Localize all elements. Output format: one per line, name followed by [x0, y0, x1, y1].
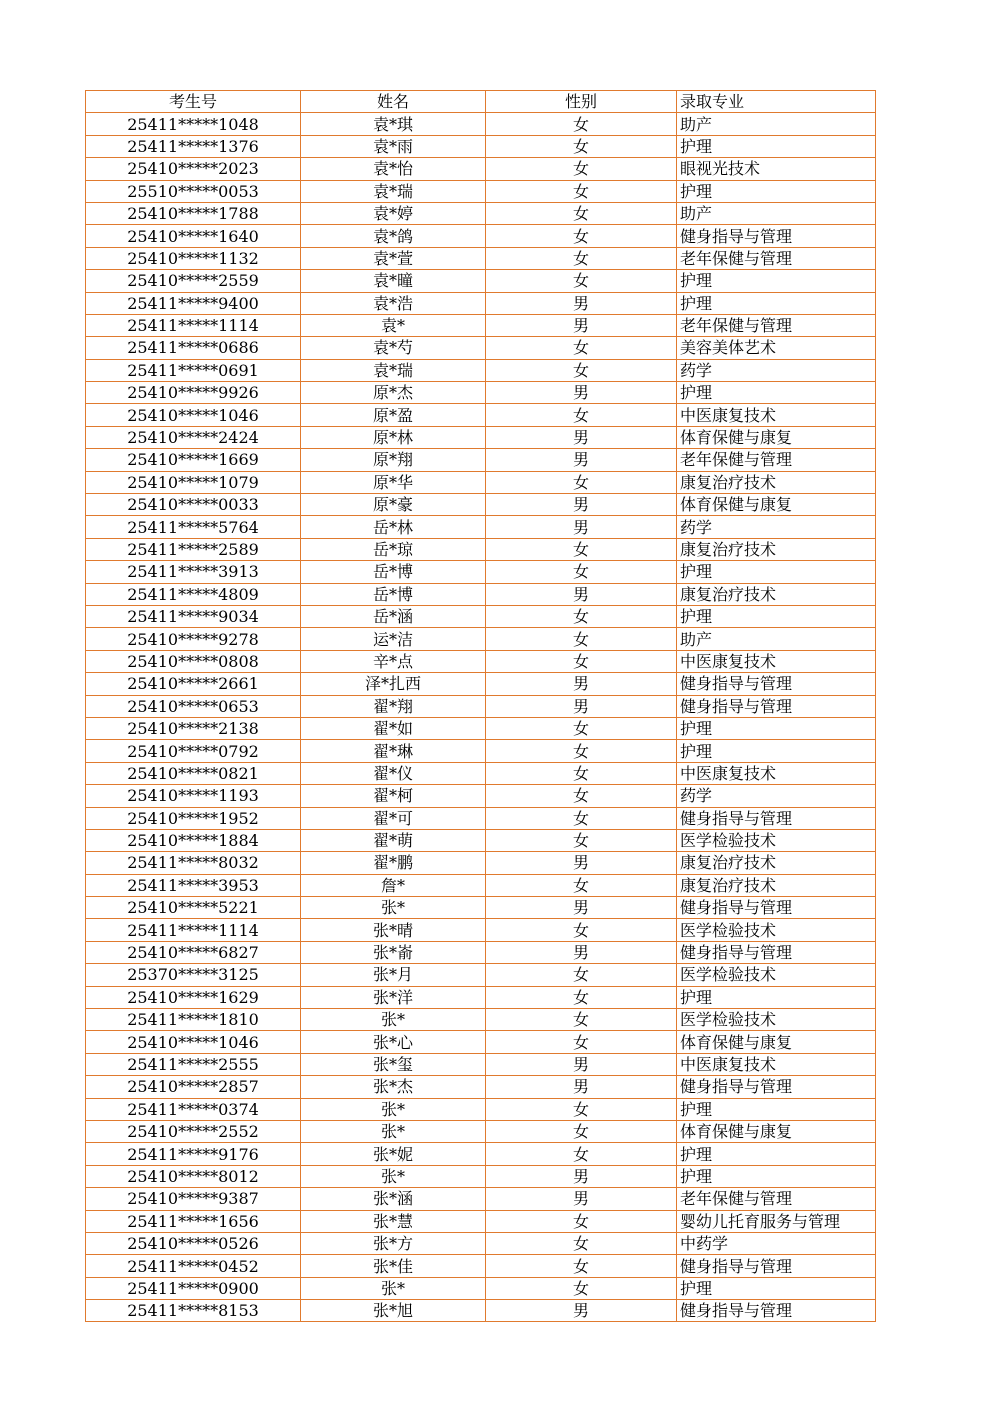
name-cell: 张*涵	[301, 1188, 486, 1210]
exam-number-cell: 25411*****2555	[86, 1053, 301, 1075]
gender-cell: 女	[486, 404, 677, 426]
name-cell: 翟*柯	[301, 785, 486, 807]
exam-number-cell: 25411*****0691	[86, 359, 301, 381]
table-row	[86, 1053, 876, 1075]
gender-cell: 女	[486, 337, 677, 359]
name-cell: 岳*涵	[301, 605, 486, 627]
gender-cell: 女	[486, 762, 677, 784]
exam-number-cell: 25410*****1629	[86, 986, 301, 1008]
name-cell: 张*洋	[301, 986, 486, 1008]
name-cell: 袁*曈	[301, 270, 486, 292]
exam-number-cell: 25410*****8012	[86, 1165, 301, 1187]
table-row	[86, 650, 876, 672]
name-cell: 原*林	[301, 426, 486, 448]
admission-table	[85, 90, 876, 1322]
table-row	[86, 1232, 876, 1254]
gender-cell: 女	[486, 1232, 677, 1254]
table-row	[86, 583, 876, 605]
major-cell: 护理	[677, 1143, 876, 1165]
exam-number-cell: 25410*****2023	[86, 158, 301, 180]
major-cell: 婴幼儿托育服务与管理	[677, 1210, 876, 1232]
major-cell: 医学检验技术	[677, 1009, 876, 1031]
gender-cell: 女	[486, 964, 677, 986]
gender-cell: 女	[486, 1031, 677, 1053]
major-cell: 健身指导与管理	[677, 1300, 876, 1322]
table-row	[86, 449, 876, 471]
major-cell: 护理	[677, 740, 876, 762]
major-cell: 康复治疗技术	[677, 874, 876, 896]
gender-cell: 男	[486, 449, 677, 471]
header-exam-number: 考生号	[86, 91, 301, 113]
table-row	[86, 292, 876, 314]
major-cell: 医学检验技术	[677, 964, 876, 986]
gender-cell: 女	[486, 1277, 677, 1299]
gender-cell: 男	[486, 382, 677, 404]
gender-cell: 男	[486, 941, 677, 963]
exam-number-cell: 25411*****3913	[86, 561, 301, 583]
table-row	[86, 1098, 876, 1120]
name-cell: 岳*博	[301, 561, 486, 583]
header-major: 录取专业	[677, 91, 876, 113]
gender-cell: 男	[486, 494, 677, 516]
name-cell: 袁*浩	[301, 292, 486, 314]
table-row	[86, 516, 876, 538]
name-cell: 张*慧	[301, 1210, 486, 1232]
table-row	[86, 135, 876, 157]
major-cell: 医学检验技术	[677, 919, 876, 941]
exam-number-cell: 25410*****1788	[86, 202, 301, 224]
exam-number-cell: 25411*****0374	[86, 1098, 301, 1120]
exam-number-cell: 25370*****3125	[86, 964, 301, 986]
table-row	[86, 852, 876, 874]
name-cell: 运*洁	[301, 628, 486, 650]
name-cell: 袁*芍	[301, 337, 486, 359]
gender-cell: 女	[486, 650, 677, 672]
exam-number-cell: 25410*****2857	[86, 1076, 301, 1098]
major-cell: 药学	[677, 359, 876, 381]
exam-number-cell: 25411*****1114	[86, 314, 301, 336]
exam-number-cell: 25411*****9400	[86, 292, 301, 314]
major-cell: 体育保健与康复	[677, 1120, 876, 1142]
name-cell: 张*晴	[301, 919, 486, 941]
major-cell: 康复治疗技术	[677, 471, 876, 493]
table-row	[86, 1255, 876, 1277]
gender-cell: 男	[486, 1188, 677, 1210]
gender-cell: 女	[486, 829, 677, 851]
table-row	[86, 202, 876, 224]
table-row	[86, 941, 876, 963]
gender-cell: 女	[486, 717, 677, 739]
name-cell: 泽*扎西	[301, 673, 486, 695]
name-cell: 翟*琳	[301, 740, 486, 762]
exam-number-cell: 25410*****2138	[86, 717, 301, 739]
name-cell: 张*玺	[301, 1053, 486, 1075]
major-cell: 中医康复技术	[677, 762, 876, 784]
exam-number-cell: 25410*****5221	[86, 897, 301, 919]
table-row	[86, 1277, 876, 1299]
table-row	[86, 897, 876, 919]
exam-number-cell: 25410*****0033	[86, 494, 301, 516]
gender-cell: 女	[486, 1210, 677, 1232]
name-cell: 张*方	[301, 1232, 486, 1254]
gender-cell: 男	[486, 314, 677, 336]
gender-cell: 女	[486, 135, 677, 157]
table-row	[86, 404, 876, 426]
exam-number-cell: 25411*****9034	[86, 605, 301, 627]
exam-number-cell: 25410*****1132	[86, 247, 301, 269]
name-cell: 张*佳	[301, 1255, 486, 1277]
table-row	[86, 382, 876, 404]
table-row	[86, 538, 876, 560]
major-cell: 老年保健与管理	[677, 449, 876, 471]
gender-cell: 女	[486, 561, 677, 583]
gender-cell: 女	[486, 1098, 677, 1120]
gender-cell: 女	[486, 113, 677, 135]
exam-number-cell: 25410*****0653	[86, 695, 301, 717]
table-row	[86, 605, 876, 627]
gender-cell: 男	[486, 1076, 677, 1098]
exam-number-cell: 25410*****2552	[86, 1120, 301, 1142]
table-row	[86, 717, 876, 739]
table-row	[86, 494, 876, 516]
major-cell: 护理	[677, 1277, 876, 1299]
exam-number-cell: 25411*****8032	[86, 852, 301, 874]
major-cell: 药学	[677, 785, 876, 807]
gender-cell: 女	[486, 740, 677, 762]
name-cell: 张*杰	[301, 1076, 486, 1098]
name-cell: 原*豪	[301, 494, 486, 516]
gender-cell: 女	[486, 1009, 677, 1031]
exam-number-cell: 25410*****0792	[86, 740, 301, 762]
name-cell: 张*	[301, 1165, 486, 1187]
name-cell: 原*华	[301, 471, 486, 493]
gender-cell: 女	[486, 1143, 677, 1165]
exam-number-cell: 25411*****9176	[86, 1143, 301, 1165]
table-row	[86, 270, 876, 292]
major-cell: 眼视光技术	[677, 158, 876, 180]
major-cell: 护理	[677, 135, 876, 157]
exam-number-cell: 25410*****1046	[86, 404, 301, 426]
gender-cell: 女	[486, 986, 677, 1008]
table-row	[86, 785, 876, 807]
name-cell: 张*	[301, 897, 486, 919]
table-row	[86, 829, 876, 851]
gender-cell: 男	[486, 426, 677, 448]
name-cell: 张*	[301, 1120, 486, 1142]
major-cell: 体育保健与康复	[677, 426, 876, 448]
table-body	[86, 113, 876, 1322]
major-cell: 健身指导与管理	[677, 695, 876, 717]
gender-cell: 男	[486, 1053, 677, 1075]
gender-cell: 女	[486, 538, 677, 560]
exam-number-cell: 25411*****1048	[86, 113, 301, 135]
exam-number-cell: 25410*****1640	[86, 225, 301, 247]
gender-cell: 女	[486, 807, 677, 829]
table-row	[86, 807, 876, 829]
gender-cell: 男	[486, 292, 677, 314]
gender-cell: 女	[486, 247, 677, 269]
major-cell: 健身指导与管理	[677, 941, 876, 963]
name-cell: 袁*瑞	[301, 359, 486, 381]
major-cell: 健身指导与管理	[677, 897, 876, 919]
major-cell: 康复治疗技术	[677, 852, 876, 874]
gender-cell: 男	[486, 1165, 677, 1187]
major-cell: 中医康复技术	[677, 404, 876, 426]
table-row	[86, 762, 876, 784]
exam-number-cell: 25410*****2424	[86, 426, 301, 448]
major-cell: 护理	[677, 180, 876, 202]
major-cell: 医学检验技术	[677, 829, 876, 851]
major-cell: 健身指导与管理	[677, 225, 876, 247]
name-cell: 袁*婷	[301, 202, 486, 224]
gender-cell: 男	[486, 516, 677, 538]
exam-number-cell: 25411*****4809	[86, 583, 301, 605]
exam-number-cell: 25411*****2589	[86, 538, 301, 560]
gender-cell: 女	[486, 785, 677, 807]
table-row	[86, 561, 876, 583]
exam-number-cell: 25410*****0526	[86, 1232, 301, 1254]
major-cell: 健身指导与管理	[677, 673, 876, 695]
table-row	[86, 337, 876, 359]
header-name: 姓名	[301, 91, 486, 113]
major-cell: 助产	[677, 113, 876, 135]
name-cell: 张*月	[301, 964, 486, 986]
gender-cell: 女	[486, 225, 677, 247]
name-cell: 袁*萱	[301, 247, 486, 269]
table-row	[86, 180, 876, 202]
gender-cell: 男	[486, 852, 677, 874]
gender-cell: 男	[486, 673, 677, 695]
table-row	[86, 1165, 876, 1187]
major-cell: 护理	[677, 382, 876, 404]
name-cell: 袁*鸽	[301, 225, 486, 247]
major-cell: 健身指导与管理	[677, 1255, 876, 1277]
table-row	[86, 673, 876, 695]
major-cell: 老年保健与管理	[677, 1188, 876, 1210]
major-cell: 中医康复技术	[677, 1053, 876, 1075]
exam-number-cell: 25411*****5764	[86, 516, 301, 538]
name-cell: 袁*雨	[301, 135, 486, 157]
table-row	[86, 158, 876, 180]
name-cell: 原*翔	[301, 449, 486, 471]
table-row	[86, 1210, 876, 1232]
major-cell: 护理	[677, 717, 876, 739]
major-cell: 护理	[677, 270, 876, 292]
gender-cell: 女	[486, 202, 677, 224]
name-cell: 张*	[301, 1009, 486, 1031]
table-row	[86, 874, 876, 896]
name-cell: 袁*琪	[301, 113, 486, 135]
exam-number-cell: 25410*****1669	[86, 449, 301, 471]
table-row	[86, 740, 876, 762]
major-cell: 康复治疗技术	[677, 583, 876, 605]
exam-number-cell: 25410*****1193	[86, 785, 301, 807]
gender-cell: 男	[486, 695, 677, 717]
gender-cell: 男	[486, 1300, 677, 1322]
exam-number-cell: 25410*****1952	[86, 807, 301, 829]
exam-number-cell: 25410*****9387	[86, 1188, 301, 1210]
name-cell: 原*盈	[301, 404, 486, 426]
major-cell: 健身指导与管理	[677, 807, 876, 829]
major-cell: 老年保健与管理	[677, 314, 876, 336]
gender-cell: 女	[486, 1120, 677, 1142]
major-cell: 护理	[677, 1165, 876, 1187]
gender-cell: 男	[486, 897, 677, 919]
major-cell: 体育保健与康复	[677, 494, 876, 516]
name-cell: 张*旭	[301, 1300, 486, 1322]
name-cell: 岳*博	[301, 583, 486, 605]
gender-cell: 女	[486, 874, 677, 896]
gender-cell: 女	[486, 180, 677, 202]
exam-number-cell: 25410*****1079	[86, 471, 301, 493]
major-cell: 体育保健与康复	[677, 1031, 876, 1053]
exam-number-cell: 25411*****0686	[86, 337, 301, 359]
name-cell: 辛*点	[301, 650, 486, 672]
name-cell: 张*嵛	[301, 941, 486, 963]
table-row	[86, 1076, 876, 1098]
major-cell: 助产	[677, 202, 876, 224]
name-cell: 詹*	[301, 874, 486, 896]
name-cell: 岳*琼	[301, 538, 486, 560]
name-cell: 翟*仪	[301, 762, 486, 784]
header-gender: 性别	[486, 91, 677, 113]
name-cell: 袁*瑞	[301, 180, 486, 202]
major-cell: 护理	[677, 605, 876, 627]
table-row	[86, 1031, 876, 1053]
table-row	[86, 359, 876, 381]
major-cell: 护理	[677, 1098, 876, 1120]
major-cell: 美容美体艺术	[677, 337, 876, 359]
name-cell: 张*妮	[301, 1143, 486, 1165]
table-row	[86, 426, 876, 448]
table-row	[86, 919, 876, 941]
table-row	[86, 247, 876, 269]
name-cell: 袁*	[301, 314, 486, 336]
table-row	[86, 1143, 876, 1165]
table-row	[86, 986, 876, 1008]
major-cell: 健身指导与管理	[677, 1076, 876, 1098]
name-cell: 岳*林	[301, 516, 486, 538]
exam-number-cell: 25410*****2661	[86, 673, 301, 695]
gender-cell: 女	[486, 471, 677, 493]
name-cell: 袁*怡	[301, 158, 486, 180]
exam-number-cell: 25411*****1810	[86, 1009, 301, 1031]
major-cell: 中医康复技术	[677, 650, 876, 672]
exam-number-cell: 25410*****1884	[86, 829, 301, 851]
major-cell: 老年保健与管理	[677, 247, 876, 269]
exam-number-cell: 25410*****1046	[86, 1031, 301, 1053]
exam-number-cell: 25411*****1656	[86, 1210, 301, 1232]
exam-number-cell: 25410*****0808	[86, 650, 301, 672]
table-row	[86, 1300, 876, 1322]
name-cell: 翟*可	[301, 807, 486, 829]
name-cell: 翟*如	[301, 717, 486, 739]
table-row	[86, 113, 876, 135]
name-cell: 翟*鹏	[301, 852, 486, 874]
gender-cell: 女	[486, 359, 677, 381]
table-row	[86, 1188, 876, 1210]
name-cell: 张*	[301, 1277, 486, 1299]
major-cell: 中药学	[677, 1232, 876, 1254]
exam-number-cell: 25411*****1376	[86, 135, 301, 157]
table-row	[86, 964, 876, 986]
table-row	[86, 1009, 876, 1031]
major-cell: 护理	[677, 292, 876, 314]
exam-number-cell: 25411*****0452	[86, 1255, 301, 1277]
major-cell: 药学	[677, 516, 876, 538]
major-cell: 护理	[677, 986, 876, 1008]
gender-cell: 女	[486, 158, 677, 180]
name-cell: 张*	[301, 1098, 486, 1120]
name-cell: 翟*翔	[301, 695, 486, 717]
name-cell: 张*心	[301, 1031, 486, 1053]
exam-number-cell: 25410*****6827	[86, 941, 301, 963]
exam-number-cell: 25510*****0053	[86, 180, 301, 202]
exam-number-cell: 25410*****0821	[86, 762, 301, 784]
name-cell: 翟*萌	[301, 829, 486, 851]
table-row	[86, 695, 876, 717]
major-cell: 康复治疗技术	[677, 538, 876, 560]
exam-number-cell: 25410*****9926	[86, 382, 301, 404]
table-row	[86, 1120, 876, 1142]
exam-number-cell: 25411*****3953	[86, 874, 301, 896]
gender-cell: 女	[486, 605, 677, 627]
exam-number-cell: 25411*****1114	[86, 919, 301, 941]
major-cell: 助产	[677, 628, 876, 650]
table-row	[86, 471, 876, 493]
table-header-row	[86, 91, 876, 113]
exam-number-cell: 25411*****0900	[86, 1277, 301, 1299]
major-cell: 护理	[677, 561, 876, 583]
exam-number-cell: 25411*****8153	[86, 1300, 301, 1322]
table-row	[86, 314, 876, 336]
gender-cell: 女	[486, 919, 677, 941]
gender-cell: 女	[486, 1255, 677, 1277]
gender-cell: 女	[486, 628, 677, 650]
exam-number-cell: 25410*****9278	[86, 628, 301, 650]
name-cell: 原*杰	[301, 382, 486, 404]
gender-cell: 男	[486, 583, 677, 605]
gender-cell: 女	[486, 270, 677, 292]
exam-number-cell: 25410*****2559	[86, 270, 301, 292]
table-row	[86, 628, 876, 650]
table-row	[86, 225, 876, 247]
